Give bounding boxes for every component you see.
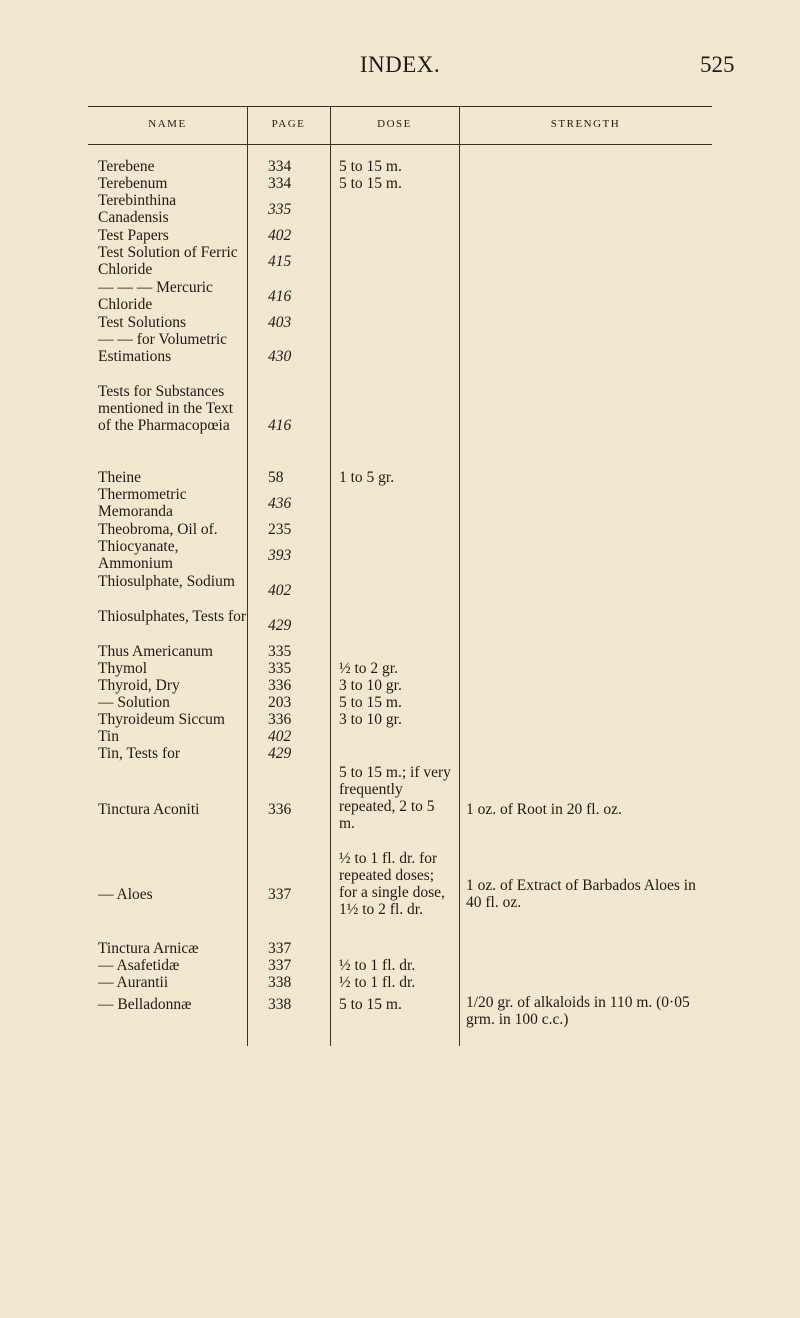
- entry-dose: 1 to 5 gr.: [339, 469, 395, 486]
- entry-page: 335: [268, 643, 292, 660]
- entry-name: Thiocyanate, Ammonium: [98, 538, 179, 572]
- entry-page: 336: [268, 711, 292, 728]
- table-top-rule: [88, 106, 712, 107]
- entry-dose: 3 to 10 gr.: [339, 677, 402, 694]
- entry-name: Terebenum: [98, 175, 168, 192]
- entry-name: Thyroid, Dry: [98, 677, 180, 694]
- entry-name: — Aloes: [98, 886, 153, 903]
- entry-strength: 1 oz. of Root in 20 fl. oz.: [466, 801, 622, 818]
- entry-dose: ½ to 1 fl. dr.: [339, 974, 416, 991]
- entry-name: Thiosulphate, Sodium: [98, 573, 235, 590]
- entry-dose: ½ to 1 fl. dr. for repeated doses; for a single dose, 1½ to 2 fl. dr.: [339, 850, 445, 918]
- entry-page: 429: [268, 617, 292, 634]
- entry-page: 203: [268, 694, 292, 711]
- entry-name: — Aurantii: [98, 974, 169, 991]
- column-header-name: NAME: [148, 118, 187, 130]
- entry-page: 337: [268, 957, 292, 974]
- entry-name: Thymol: [98, 660, 148, 677]
- entry-name: Tin: [98, 728, 119, 745]
- entry-page: 334: [268, 158, 292, 175]
- entry-name: — — — Mercuric Chloride: [98, 279, 213, 313]
- entry-dose: 5 to 15 m.: [339, 175, 402, 192]
- entry-name: Terebinthina Canadensis: [98, 192, 177, 226]
- entry-name: — — for Volumetric Estimations: [98, 331, 228, 365]
- entry-page: 336: [268, 801, 292, 818]
- entry-page: 338: [268, 996, 292, 1013]
- entry-name: Thermometric Memoranda: [98, 486, 187, 520]
- entry-page: 235: [268, 521, 292, 538]
- entry-page: 402: [268, 728, 292, 745]
- entry-page: 335: [268, 201, 292, 218]
- column-divider-2: [330, 106, 331, 1046]
- entry-page: 416: [268, 417, 292, 434]
- column-header-strength: STRENGTH: [550, 118, 621, 130]
- entry-name: Theine: [98, 469, 142, 486]
- entry-dose: 3 to 10 gr.: [339, 711, 402, 728]
- entry-page: 429: [268, 745, 292, 762]
- entry-name: Test Solution of Ferric Chloride: [98, 244, 238, 278]
- entry-name: Theobroma, Oil of.: [98, 521, 218, 538]
- entry-name: Test Papers: [98, 227, 169, 244]
- entry-name: — Belladonnæ: [98, 996, 192, 1013]
- entry-page: 416: [268, 288, 292, 305]
- entry-page: 58: [268, 469, 284, 486]
- entry-dose: 5 to 15 m.: [339, 996, 402, 1013]
- column-divider-3: [459, 106, 460, 1046]
- entry-page: 337: [268, 940, 292, 957]
- entry-name: Tests for Substances mentioned in the Text of the Pharmacopœia: [98, 383, 234, 434]
- entry-page: 415: [268, 253, 292, 270]
- entry-name: Tin, Tests for: [98, 745, 181, 762]
- entry-page: 430: [268, 348, 292, 365]
- entry-name: Terebene: [98, 158, 155, 175]
- entry-name: Tinctura Arnicæ: [98, 940, 199, 957]
- entry-name: Thus Americanum: [98, 643, 213, 660]
- entry-dose: ½ to 1 fl. dr.: [339, 957, 416, 974]
- entry-page: 337: [268, 886, 292, 903]
- column-divider-1: [247, 106, 248, 1046]
- page-number: 525: [700, 52, 735, 77]
- entry-page: 336: [268, 677, 292, 694]
- entry-page: 393: [268, 547, 292, 564]
- table-head-rule: [88, 144, 712, 145]
- entry-page: 338: [268, 974, 292, 991]
- entry-page: 335: [268, 660, 292, 677]
- entry-name: Test Solutions: [98, 314, 187, 331]
- entry-dose: ½ to 2 gr.: [339, 660, 398, 677]
- entry-page: 403: [268, 314, 292, 331]
- entry-name: Thyroideum Siccum: [98, 711, 225, 728]
- entry-dose: 5 to 15 m.: [339, 158, 402, 175]
- header-title: INDEX.: [359, 52, 441, 77]
- entry-page: 436: [268, 495, 292, 512]
- entry-strength: 1/20 gr. of alkaloids in 110 m. (0·05 grm. in 100 c.c.): [466, 994, 690, 1028]
- entry-name: Thiosulphates, Tests for: [98, 608, 247, 625]
- entry-dose: 5 to 15 m.; if very frequently repeated, 2 to 5 m.: [339, 764, 451, 832]
- entry-dose: 5 to 15 m.: [339, 694, 402, 711]
- entry-name: Tinctura Aconiti: [98, 801, 200, 818]
- entry-page: 334: [268, 175, 292, 192]
- entry-name: — Solution: [98, 694, 170, 711]
- entry-page: 402: [268, 227, 292, 244]
- entry-strength: 1 oz. of Extract of Barbados Aloes in 40 fl. oz.: [466, 877, 696, 911]
- column-header-page: PAGE: [271, 118, 306, 130]
- entry-page: 402: [268, 582, 292, 599]
- entry-name: — Asafetidæ: [98, 957, 180, 974]
- column-header-dose: DOSE: [377, 118, 412, 130]
